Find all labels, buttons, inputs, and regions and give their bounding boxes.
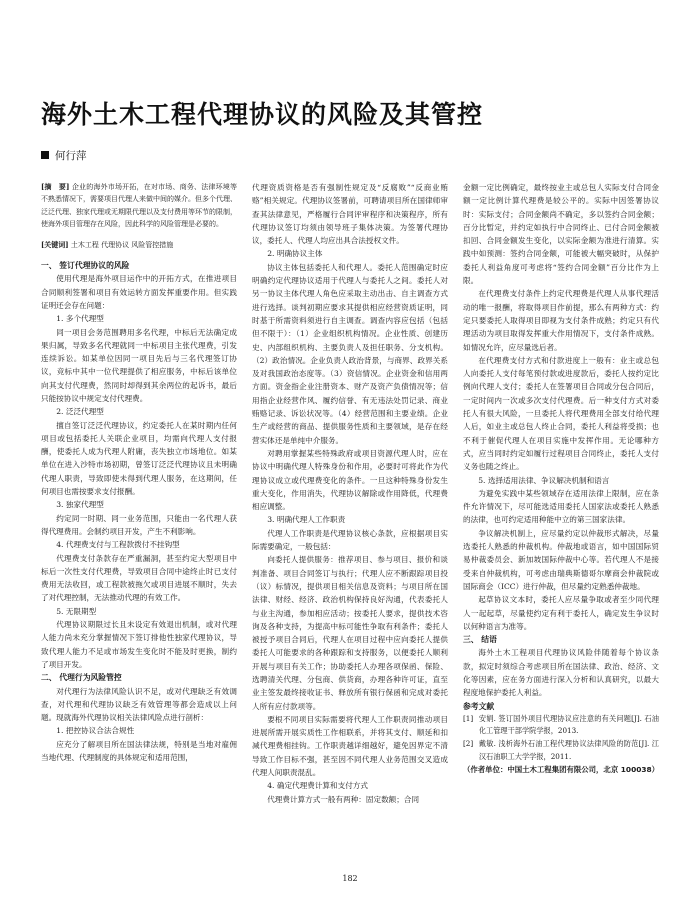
spacer xyxy=(41,251,237,259)
column-2 xyxy=(252,181,448,806)
abstract-label: [摘 要] xyxy=(41,182,70,191)
paragraph: 在代理费支付条件上约定代理费是代理人从事代理活动的唯一报酬，将取得项目作前提，那么有两种方式：约定只要委托人取得项目即视为支付条件成熟；约定只有代理活动为项目取得发挥重大作用情况下，支付条件成熟。如情况允许，应尽量选后者。 xyxy=(463,289,659,352)
abstract xyxy=(41,181,237,231)
reference-item xyxy=(463,713,659,738)
paragraph: 代理人工作职责是代理协议核心条款，应根据项目实际需要确定，一般包括： xyxy=(252,528,448,552)
paragraph: 1. 把控协议合法合规性 xyxy=(56,726,135,736)
abstract-text: 企业的海外市场开拓，在对市场、商务、法律环境等不熟悉情况下，需要项目代理人来做中间的媒介。但多个代理、泛泛代理、独家代理或无期限代理以及支付费用等环节的限制，使海外项目管理存在风险，因此科学的风险管理是必要的。 xyxy=(41,183,238,229)
paragraph-continued: 代理资质资格是否有强制性规定及“反腐败”“反商业贿赂”相关规定。代理协议签署前，可聘请项目所在国律师审查其法律意见，严格履行合同评审程序和决策程序，所有代理协议签订均须由领导班子集体决策。为签署代理协议，委托人、代理人均应出具合法授权文件。 xyxy=(252,183,448,246)
paragraph: 争议解决机制上，应尽量约定以仲裁形式解决，尽量选委托人熟悉的仲裁机构。仲裁地或语言，如中国国际贸易仲裁委员会、新加坡国际仲裁中心等。若代理人不是接受来自仲裁机构，可考虑由瑞典斯德哥尔摩商会仲裁院或国际商会（ICC）进行仲裁，但尽量约定熟悉仲裁地。 xyxy=(463,528,659,591)
keywords-text: 土木工程 代理协议 风险管控措施 xyxy=(70,240,174,249)
section-heading: 三、 结语 xyxy=(463,635,497,645)
section-heading: 参考文献 xyxy=(463,701,495,711)
square-bullet-icon xyxy=(41,151,49,159)
paragraph: 4. 代理费支付与工程款拨付不挂钩型 xyxy=(56,540,180,550)
column-3 xyxy=(463,181,659,777)
page-number: 182 xyxy=(342,874,358,883)
paragraph-continued: 金额一定比例确定，最终按业主或总包人实际支付合同金额一定比例计算代理费是较公平的。实际中因签署协议时：实际支付；合同金额尚不确定，多以签约合同金额；百分比暂定，并约定如执行中合同终止、已付合同金额被扣回、合同金额发生变化，以实际金额为准进行清算。实践中如预测：签约合同金额，可能被大幅突破时，从保护委托人利益角度可考虑将“签约合同金额”百分比作为上限。 xyxy=(463,183,659,286)
paragraph: 应充分了解项目所在国法律法规，特别是当地对雇佣当地代理、代理制度的具体规定和适用范围， xyxy=(41,739,237,763)
paragraph: 代理协议期限过长且未设定有效退出机制，或对代理人能力尚未充分掌握情况下签订排他性独家代理协议，导致代理人能力不足或市场发生变化时不能及时更换，制约了项目开发。 xyxy=(41,620,237,669)
paragraph: 要根不同项目实际需要将代理人工作职责同推动项目进展所需开展实质性工作相联系，并将其支付、顺延和扣减代理费相挂钩。工作职责越详细越好，避免因界定不清导致工作目标不强，甚至因不同代理人业务范围交叉造成代理人间职责混乱。 xyxy=(252,714,448,778)
paragraph: 代理费计算方式一般有两种：固定数额；合同 xyxy=(267,794,420,804)
paragraph: 2. 明确协议主体 xyxy=(267,249,323,259)
paragraph: 在代理费支付方式和付款进度上一般有：业主或总包人向委托人支付每笔预付款或进度款后，委托人按约定比例向代理人支付；委托人在签署项目合同或分包合同后，一定时间内一次或多次支付代理费。后一种支付方式对委托人有很大风险，一旦委托人将代理费用全部支付给代理人后，如业主或总包人终止合同，委托人利益将受损；也不利于催促代理人在项目实施中发挥作用。无论哪种方式，应当同时约定如履行过程项目合同终止，委托人支付义务也随之终止。 xyxy=(463,355,659,472)
paragraph: 同一项目会务范围聘用多名代理，中标后无法确定成果归属，导致多名代理就同一中标项目主张代理费，引发连续诉讼。如某单位因同一项目先后与三名代理签订协议，竞标中其中一位代理提供了相应服务，中标后该单位向其支付代理费，然同时却得到其余两位的起诉书，最后只能按协议中规定支付代理费。 xyxy=(41,327,237,403)
article-title: 海外土木工程代理协议的风险及其管控 xyxy=(41,100,484,129)
section-heading: 一、 签订代理协议的风险 xyxy=(41,261,130,271)
reference-text: 戴敏. 浅析海外石油工程代理协议法律风险的防范[J]. 江汉石油职工大学学报，2011. xyxy=(478,739,659,761)
author-affiliation: （作者单位：中国土木工程集团有限公司，北京 100038） xyxy=(463,765,660,775)
reference-item xyxy=(463,738,659,763)
section-heading: 二、 代理行为风险管控 xyxy=(41,673,122,683)
reference-number: [1] xyxy=(463,713,474,723)
paragraph: 擅自签订泛泛代理协议，约定委托人在某时期内任何项目或包括委托人关联企业项目，均需向代理人支付报酬，使委托人成为代理人附庸，丧失独立市场地位。如某单位在进入沙特市场初期，曾签订泛泛代理协议且未明确代理人职责，导致即使未得到代理人服务，在这期间，任何项目也需按要求支付报酬。 xyxy=(41,420,237,497)
keywords-label: [关键词] xyxy=(41,239,69,249)
paragraph: 为避免实践中某些领域存在适用法律上限制，应在条件允许情况下，尽可能选适用委托人国家法或委托人熟悉的法律，也可约定适用种能中立的第三国家法律。 xyxy=(463,488,659,525)
paragraph: 5. 无限期型 xyxy=(56,606,97,616)
column-1 xyxy=(41,181,237,764)
column-1-body xyxy=(41,259,237,764)
author-line xyxy=(41,148,87,163)
reference-text: 安娟. 签订国外项目代理协议应注意的有关问题[J]. 石油化工管理干部学院学报，2013. xyxy=(478,713,659,736)
paragraph: 代理费支付条款存在严重漏洞，甚至约定大型项目中标后一次性支付代理费，导致项目合同中途终止时已支付费用无法收回，或工程款被拖欠或项目进展不顺时，失去了对代理控制，无法推动代理的有效工作。 xyxy=(41,553,237,603)
paragraph: 3. 明确代理人工作职责 xyxy=(267,515,346,525)
paragraph: 5. 选择适用法律、争议解决机制和语言 xyxy=(478,475,610,485)
paragraph: 协议主体包括委托人和代理人。委托人范围确定时应明确约定代理协议适用于代理人与委托人之间。委托人对另一协议主体代理人角色应采取主动出击、自主调查方式进行选择。谈判初期应要求其提供相应经营资质证明，同时基于所需资料须进行自主调查。调查内容应包括（包括但不限于）：（1）企业组织机构情况。企业性质、创建历史、内部组织机构、主要负责人及担任职务、分支机构。（2）政治情况。企业负责人政治背景，与商界、政界关系及对我国政治态度等。（3）资信情况。企业资金和信用两方面。资金指企业注册资本、财产及资产负债情况等；信用指企业经营作风、履约信誉、有无违法处罚记录、商业贿赂记录、诉讼状况等。（4）经营范围和主要业绩。企业生产或经营的商品、提供服务性质和主要领域，是存在经营实体还是单纯中介服务。 xyxy=(252,262,448,445)
paragraph: 2. 泛泛代理型 xyxy=(56,407,104,417)
paragraph: 3. 独家代理型 xyxy=(56,500,104,510)
paragraph: 对聘用掌握某些特殊政府或项目资源代理人时，应在协议中明确代理人特殊身份和作用，必要时可将此作为代理协议成立或代理费变化的条件。一旦这种特殊身份发生重大变化，作用消失，代理协议解除或作用降低，代理费相应调整。 xyxy=(252,448,448,512)
paragraph: 向委托人提供服务：推荐项目、参与项目、报价和谈判准备、项目合同签订与执行；代理人应不断跟踪项目投（议）标情况，提供项目相关信息及资料；与项目所在国法律、财经、经济、政治机构保持良好沟通，代表委托人与业主沟通，参加相应活动；按委托人要求，提供技术咨询及各种支持，为提高中标可能性争取有利条件；委托人被授予项目合同后，代理人在项目过程中应向委托人提供委托人可能要求的各种跟踪和支持服务，以便委托人顺利开展与项目有关工作；协助委托人办理各项保函、保险、选聘清关代理、分包商、供货商，办理各种许可证，直至业主签发最终接收证书、释放所有银行保函和完成对委托人所有应付款项等。 xyxy=(252,555,448,711)
paragraph: 约定同一时期、同一业务范围，只能由一名代理人获得代理费用。会制约项目开发，产生不利影响。 xyxy=(41,513,237,536)
paragraph: 起草协议文本时，委托人应尽量争取或者至少同代理人一起起草，尽量使约定有利于委托人，确定发生争议时以何种语言为准等。 xyxy=(463,595,659,631)
paragraph: 4. 确定代理费计算和支付方式 xyxy=(267,781,368,791)
paragraph: 海外土木工程项目代理协议风险伴随着每个协议条款，拟定时须综合考虑项目所在国法律、政治、经济、文化等因素，应在务方面进行深入分析和认真研究，以最大程度地保护委托人利益。 xyxy=(463,648,659,698)
author-name: 何行萍 xyxy=(55,150,87,162)
keywords xyxy=(41,239,237,251)
reference-number: [2] xyxy=(463,739,474,749)
paragraph: 使用代理是海外项目运作中的开拓方式，在推进项目合同顺利签署和项目有效运转方面发挥重要作用。但实践证明还会存在问题： xyxy=(41,274,237,310)
paragraph: 1. 多个代理型 xyxy=(56,314,104,324)
paragraph: 对代理行为法律风险认识不足，或对代理缺乏有效调查，对代理和代理协议缺乏有效管理等都会造成以上问题。现就海外代理协议相关法律风险点进行剖析： xyxy=(41,686,237,723)
